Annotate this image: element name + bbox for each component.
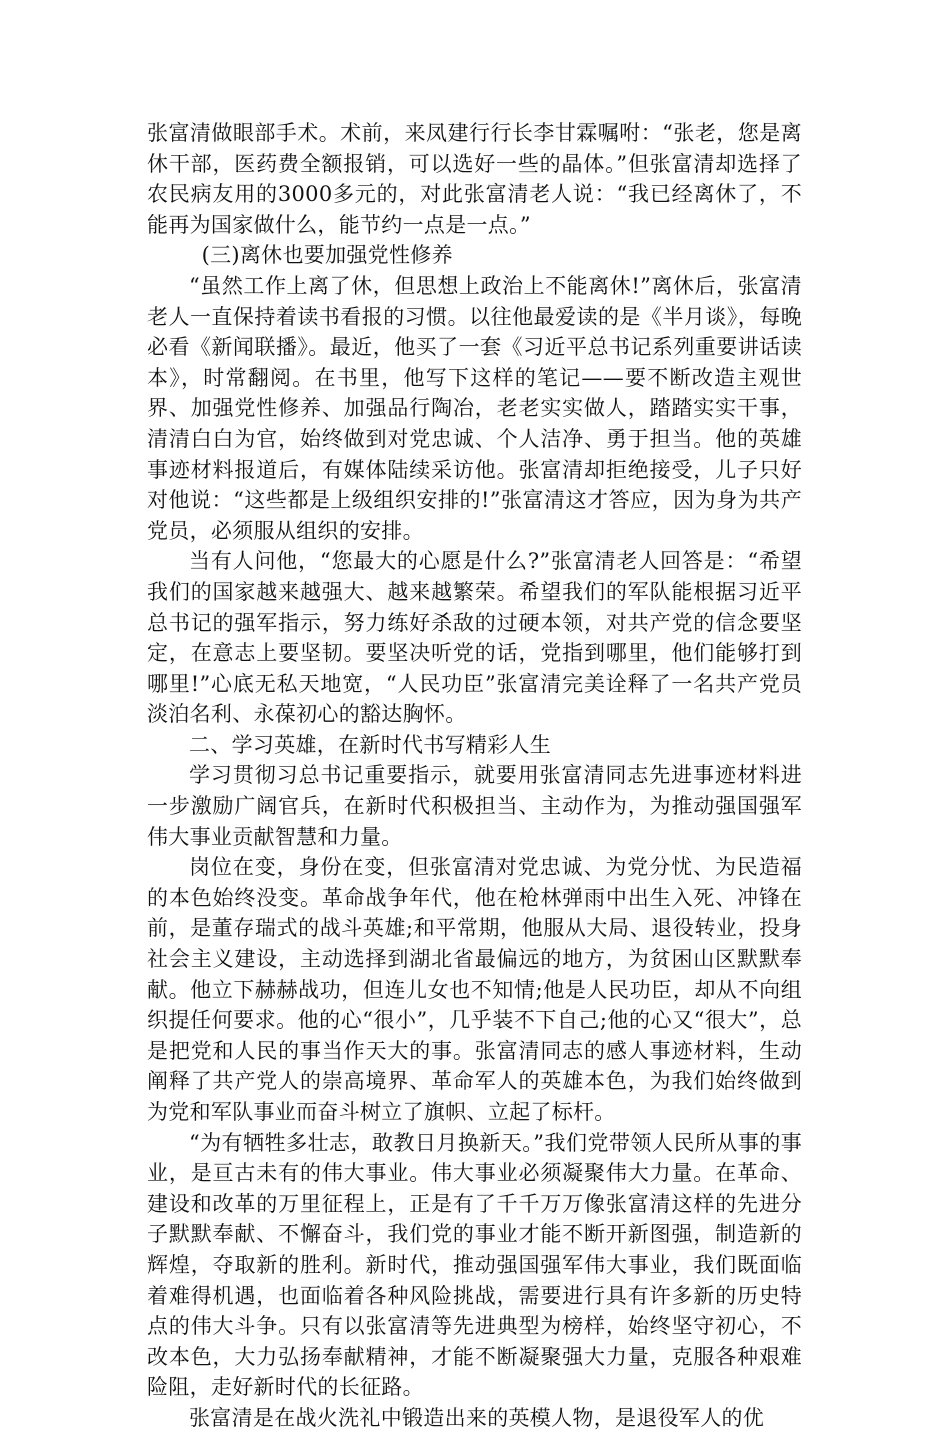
paragraph-hero-model: 张富清是在战火洗礼中锻造出来的英模人物，是退役军人的优 <box>189 1405 765 1430</box>
paragraph-sacrifice: “为有牺牲多壮志，敢教日月换新天。”我们党带领人民所从事的事业，是亘古未有的伟大事业。伟大事业必须凝聚伟大力量。在革命、建设和改革的万里征程上，正是有了千千万万像张富清这样的先进分子默默奉献、不懈奋斗，我们党的事业才能不断开新图强，制造新的辉煌，夺取新的胜利。新时代，推动强国强军伟大事业，我们既面临着难得机遇，也面临着各种风险挑战，需要进行具有许多新的历史特点的伟大斗争。只有以张富清等先进典型为榜样，始终坚守初心，不改本色，大力弘扬奉献精神，才能不断凝聚强大力量，克服各种艰难险阻，走好新时代的长征路。 <box>147 1130 802 1400</box>
section-heading-learn-hero: 二、学习英雄，在新时代书写精彩人生 <box>189 732 552 757</box>
paragraph-wish: 当有人问他，“您最大的心愿是什么?”张富清老人回答是：“希望我们的国家越来越强大、越来越繁荣。希望我们的军队能根据习近平总书记的强军指示，努力练好杀敌的过硬本领，对共产党的信念要坚定，在意志上要坚韧。要坚决听党的话，党指到哪里，他们能够打到哪里!”心底无私天地宽，“人民功臣”张富清完美诠释了一名共产党员淡泊名利、永葆初心的豁达胸怀。 <box>147 549 802 727</box>
paragraph-reading-habit: “虽然工作上离了休，但思想上政治上不能离休!”离休后，张富清老人一直保持着读书看报的习惯。以往他最爱读的是《半月谈》，每晚必看《新闻联播》。最近，他买了一套《习近平总书记系列重要讲话读本》，时常翻阅。在书里，他写下这样的笔记——要不断改造主观世界、加强党性修养、加强品行陶冶，老老实实做人，踏踏实实干事，清清白白为官，始终做到对党忠诚、个人洁净、勇于担当。他的英雄事迹材料报道后，有媒体陆续采访他。张富清却拒绝接受，儿子只好对他说：“这些都是上级组织安排的!”张富清这才答应，因为身为共产党员，必须服从组织的安排。 <box>147 273 802 543</box>
document-body <box>147 118 802 1434</box>
paragraph-loyalty: 岗位在变，身份在变，但张富清对党忠诚、为党分忧、为民造福的本色始终没变。革命战争年代，他在枪林弹雨中出生入死、冲锋在前，是董存瑞式的战斗英雄;和平常期，他服从大局、退役转业，投身社会主义建设，主动选择到湖北省最偏远的地方，为贫困山区默默奉献。他立下赫赫战功，但连儿女也不知情;他是人民功臣，却从不向组织提任何要求。他的心“很小”，几乎装不下自己;他的心又“很大”，总是把党和人民的事当作天大的事。张富清同志的感人事迹材料，生动阐释了共产党人的崇高境界、革命军人的英雄本色，为我们始终做到为党和军队事业而奋斗树立了旗帜、立起了标杆。 <box>147 855 802 1124</box>
paragraph-study-instruction: 学习贯彻习总书记重要指示，就要用张富清同志先进事迹材料进一步激励广阔官兵，在新时代积极担当、主动作为，为推动强国强军伟大事业贡献智慧和力量。 <box>147 763 802 849</box>
section-heading-party-spirit: (三)离休也要加强党性修养 <box>201 243 453 268</box>
paragraph-surgery: 张富清做眼部手术。术前，来凤建行行长李甘霖嘱咐：“张老，您是离休干部，医药费全额报销，可以选好一些的晶体。”但张富清却选择了农民病友用的3000多元的，对此张富清老人说：“我已经离休了，不能再为国家做什么，能节约一点是一点。” <box>147 121 802 237</box>
